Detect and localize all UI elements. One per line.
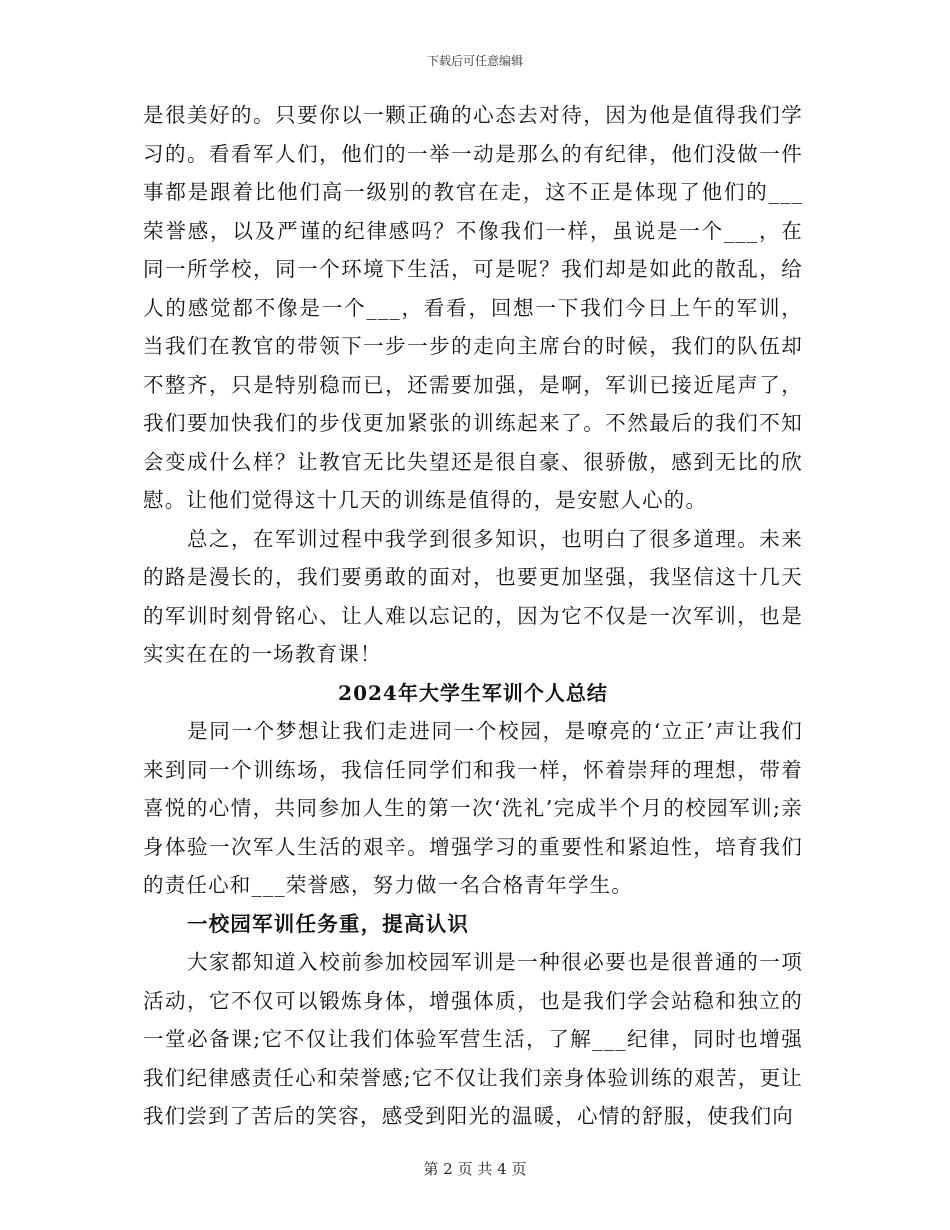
paragraph-continuation: 是很美好的。只要你以一颗正确的心态去对待，因为他是值得我们学习的。看看军人们，他们的一举一动是那么的有纪律，他们没做一件事都是跟着比他们高一级别的教官在走，这不正是体现了他们的___荣誉感，以及严谨的纪律感吗？不像我们一样，虽说是一个___，在同一所学校，同一个环境下生活，可是呢？我们却是如此的散乱，给人的感觉都不像是一个___，看看，回想一下我们今日上午的军训，当我们在教官的带领下一步一步的走向主席台的时候，我们的队伍却不整齐，只是特别稳而已，还需要加强，是啊，军训已接近尾声了，我们要加快我们的步伐更加紧张的训练起来了。不然最后的我们不知会变成什么样？让教官无比失望还是很自豪、很骄傲，感到无比的欣慰。让他们觉得这十几天的训练是值得的，是安慰人心的。 — [143, 103, 803, 512]
paragraph-conclusion: 总之，在军训过程中我学到很多知识，也明白了很多道理。未来的路是漫长的，我们要勇敢的面对，也要更加坚强，我坚信这十几天的军训时刻骨铭心、让人难以忘记的，因为它不仅是一次军训，也是实实在在的一场教育课！ — [143, 526, 803, 666]
paragraph-body: 大家都知道入校前参加校园军训是一种很必要也是很普通的一项活动，它不仅可以锻炼身体，增强体质，也是我们学会站稳和独立的一堂必备课;它不仅让我们体验军营生活，了解___纪律，同时也增强我们纪律感责任心和荣誉感;它不仅让我们亲身体验训练的艰苦，更让我们尝到了苦后的笑容，感受到阳光的温暖，心情的舒服，使我们向 — [143, 950, 803, 1128]
paragraph-intro: 是同一个梦想让我们走进同一个校园，是嘹亮的‘立正’声让我们来到同一个训练场，我信任同学们和我一样，怀着崇拜的理想，带着喜悦的心情，共同参加人生的第一次‘洗礼’完成半个月的校园军训;亲身体验一次军人生活的艰辛。增强学习的重要性和紧迫性，培育我们的责任心和___荣誉感，努力做一名合格青年学生。 — [143, 719, 803, 897]
section-title: 2024年大学生军训个人总结 — [338, 680, 608, 705]
page-footer: 第 2 页 共 4 页 — [423, 1160, 527, 1178]
document-body — [143, 96, 803, 1136]
subsection-heading: 一校园军训任务重，提高认识 — [187, 911, 470, 936]
page-header: 下载后可任意编辑 — [426, 54, 523, 68]
